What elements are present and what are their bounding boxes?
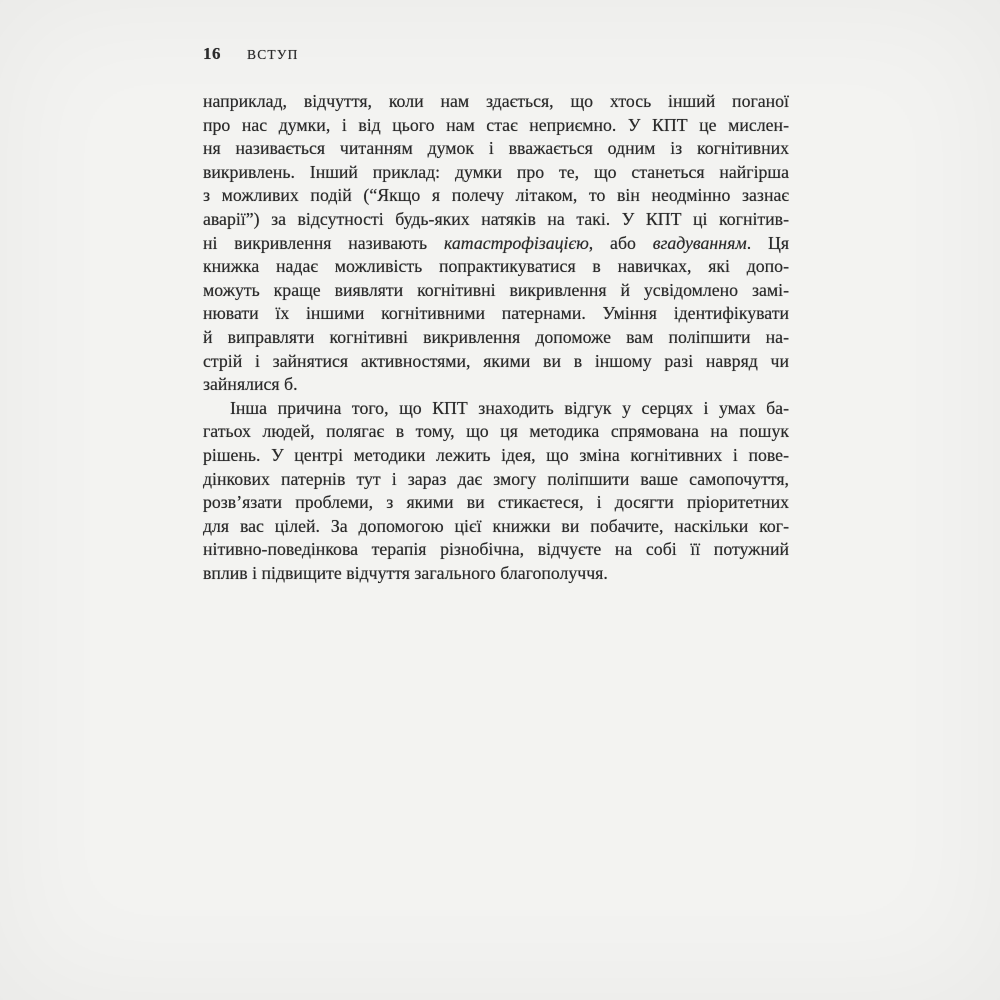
text-line (203, 444, 789, 468)
text-segment: нітивно-поведінкова терапія різнобічна, відчуєте на собі її потужний (203, 539, 789, 560)
text-line (203, 255, 789, 279)
text-line (203, 161, 789, 185)
text-line (203, 373, 789, 397)
text-line (203, 184, 789, 208)
text-segment: з можливих подій (“Якщо я полечу літаком, то він неодмінно зазнає (203, 185, 789, 206)
text-segment: стрій і зайнятися активностями, якими ви в іншому разі навряд чи (203, 350, 789, 371)
italic-term: катастрофізацією (444, 232, 589, 253)
text-line (203, 397, 789, 421)
text-line (203, 491, 789, 515)
text-segment: для вас цілей. За допомогою цієї книжки ви побачите, наскільки ког- (203, 515, 789, 536)
text-segment: Інша причина того, що КПТ знаходить відгук у серцях і умах ба- (230, 397, 789, 418)
text-segment: нювати їх іншими когнітивними патернами. Уміння ідентифікувати (203, 303, 789, 324)
text-segment: можуть краще виявляти когнітивні викривлення й усвідомлено замі- (203, 279, 789, 300)
text-line (203, 350, 789, 374)
text-segment: наприклад, відчуття, коли нам здається, що хтось інший поганої (203, 91, 789, 111)
text-line (203, 302, 789, 326)
text-line (203, 515, 789, 539)
text-segment: розв’язати проблеми, з якими ви стикаєтеся, і досягти пріоритетних (203, 492, 789, 513)
text-segment: дінкових патернів тут і зараз дає змогу поліпшити ваше самопочуття, (203, 468, 789, 489)
text-segment: аварії”) за відсутності будь-яких натяків на такі. У КПТ ці когнітив- (203, 208, 789, 229)
text-segment: вплив і підвищите відчуття загального благополуччя. (203, 562, 608, 583)
text-line (203, 538, 789, 562)
text-line (203, 232, 789, 256)
text-line (203, 468, 789, 492)
page-number: 16 (203, 44, 221, 63)
text-block (203, 90, 789, 585)
text-line (203, 420, 789, 444)
text-segment: викривлень. Інший приклад: думки про те, що станеться найгірша (203, 161, 789, 182)
text-segment: й виправляти когнітивні викривлення допоможе вам поліпшити на- (203, 326, 789, 347)
text-segment: рішень. У центрі методики лежить ідея, що зміна когнітивних і пове- (203, 444, 789, 465)
text-line (203, 208, 789, 232)
text-segment: книжка надає можливість попрактикуватися в навичках, які допо- (203, 256, 789, 277)
text-line (203, 562, 789, 586)
italic-term: вгадуванням (652, 232, 747, 253)
text-line (203, 90, 789, 114)
running-header (203, 44, 299, 64)
text-segment: зайнялися б. (203, 374, 298, 395)
text-line (203, 279, 789, 303)
text-segment: , або (588, 232, 653, 253)
text-segment: ня називається читанням думок і вважається одним із когнітивних (203, 138, 789, 159)
text-line (203, 137, 789, 161)
text-line (203, 326, 789, 350)
text-segment: гатьох людей, полягає в тому, що ця методика спрямована на пошук (203, 421, 789, 442)
text-line (203, 114, 789, 138)
chapter-running-title: ВСТУП (247, 47, 299, 62)
text-segment: ні викривлення називають (203, 232, 445, 253)
text-segment: . Ця (746, 232, 789, 253)
text-segment: про нас думки, і від цього нам стає неприємно. У КПТ це мислен- (203, 114, 789, 135)
